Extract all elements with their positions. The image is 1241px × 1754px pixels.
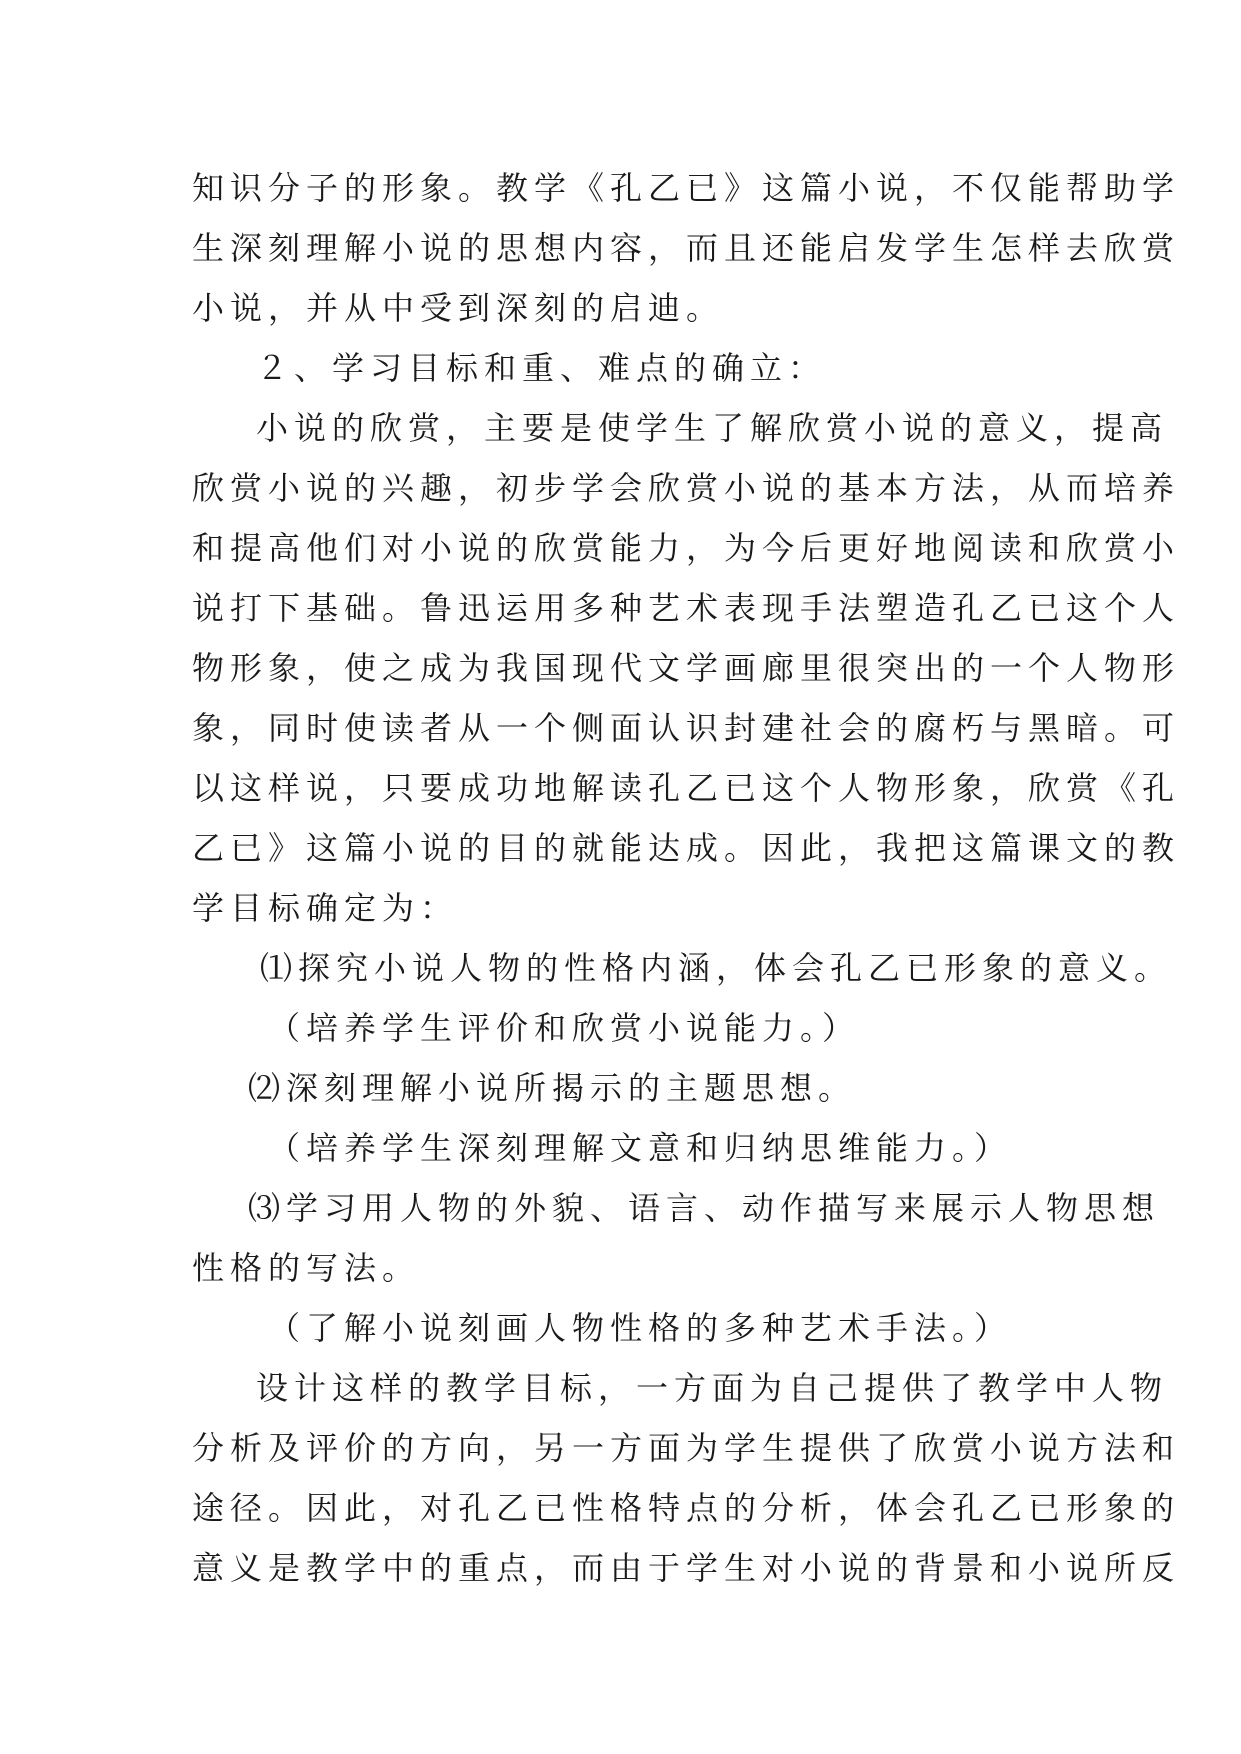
goal-item-1: ⑴探究小说人物的性格内涵，体会孔乙已形象的意义。: [260, 949, 1173, 987]
goal-item-2: ⑵深刻理解小说所揭示的主题思想。: [248, 1069, 857, 1107]
text-line: 说打下基础。鲁迅运用多种艺术表现手法塑造孔乙已这个人: [192, 589, 1181, 627]
text-line: 学目标确定为：: [192, 889, 459, 927]
text-line: 设计这样的教学目标，一方面为自己提供了教学中人物: [256, 1369, 1169, 1407]
goal-note-3: （了解小说刻画人物性格的多种艺术手法。）: [268, 1309, 1013, 1347]
text-line: 象，同时使读者从一个侧面认识封建社会的腐朽与黑暗。可: [192, 709, 1181, 747]
goal-item-3: ⑶学习用人物的外貌、语言、动作描写来展示人物思想: [248, 1189, 1161, 1227]
text-line: 知识分子的形象。教学《孔乙已》这篇小说，不仅能帮助学: [192, 169, 1181, 207]
text-line: 乙已》这篇小说的目的就能达成。因此，我把这篇课文的教: [192, 829, 1181, 867]
section-heading: ２、学习目标和重、难点的确立：: [256, 349, 827, 387]
text-line: 小说的欣赏，主要是使学生了解欣赏小说的意义，提高: [256, 409, 1169, 447]
text-line: 和提高他们对小说的欣赏能力，为今后更好地阅读和欣赏小: [192, 529, 1181, 567]
text-line: 生深刻理解小说的思想内容，而且还能启发学生怎样去欣赏: [192, 229, 1181, 267]
text-line: 欣赏小说的兴趣，初步学会欣赏小说的基本方法，从而培养: [192, 469, 1181, 507]
text-line: 途径。因此，对孔乙已性格特点的分析，体会孔乙已形象的: [192, 1489, 1181, 1527]
text-line: 小说，并从中受到深刻的启迪。: [192, 289, 725, 327]
text-line: 性格的写法。: [192, 1249, 421, 1287]
text-line: 以这样说，只要成功地解读孔乙已这个人物形象，欣赏《孔: [192, 769, 1181, 807]
goal-note-1: （培养学生评价和欣赏小说能力。）: [268, 1009, 861, 1047]
goal-note-2: （培养学生深刻理解文意和归纳思维能力。）: [268, 1129, 1013, 1167]
text-line: 意义是教学中的重点，而由于学生对小说的背景和小说所反: [192, 1549, 1181, 1587]
text-line: 分析及评价的方向，另一方面为学生提供了欣赏小说方法和: [192, 1429, 1181, 1467]
body-text: [192, 158, 1181, 1598]
text-line: 物形象，使之成为我国现代文学画廊里很突出的一个人物形: [192, 649, 1181, 687]
